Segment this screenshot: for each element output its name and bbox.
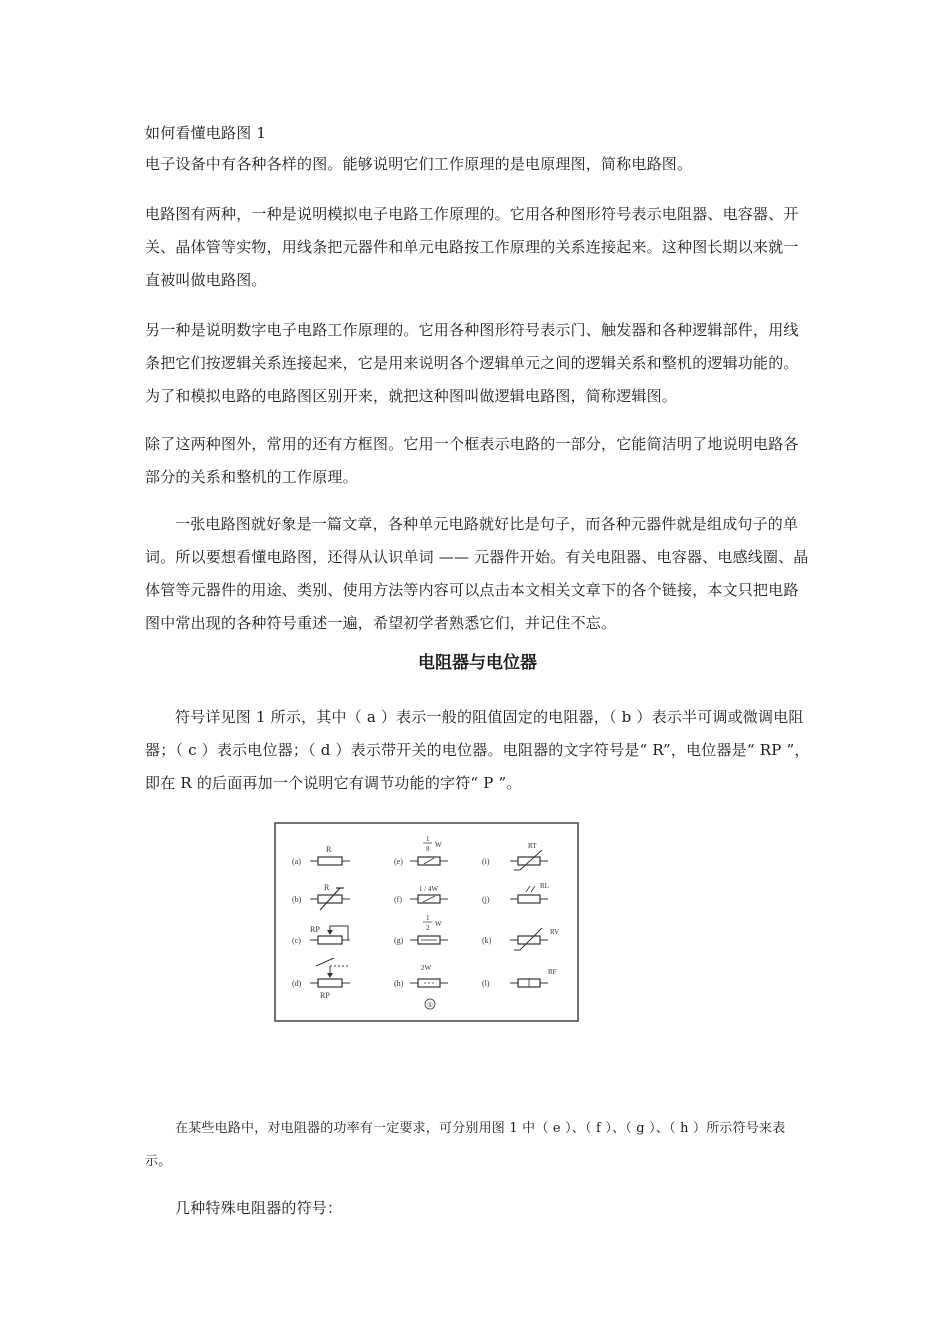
fig-label-c: (c) [292, 936, 301, 945]
fig-label-k: (k) [482, 936, 492, 945]
fig-text-g-w: W [435, 920, 442, 928]
paragraph-block-diagram: 除了这两种图外，常用的还有方框图。它用一个框表示电路的一部分，它能简洁明了地说明电路各部分的关系和整机的工作原理。 [145, 435, 799, 486]
paragraph-resistor-symbols: 符号详见图 1 所示，其中（ a ）表示一般的阻值固定的电阻器，（ b ）表示半可调或微调电阻器；（ c ）表示电位器；（ d ）表示带开关的电位器。电阻器的文字符号是“ R”，电位器是“ RP ”，即在 R 的后面再加一个说明它有调节功能的字符“ P ”。 [145, 708, 810, 792]
document-title: 如何看懂电路图 1 [145, 124, 267, 142]
fig-label-e: (e) [394, 857, 403, 866]
resistor-symbol-figure [274, 822, 579, 1022]
fig-text-r-b: R [324, 883, 330, 892]
fig-label-d: (d) [292, 979, 302, 988]
fig-label-a: (a) [292, 857, 301, 866]
fig-label-b: (b) [292, 895, 302, 904]
paragraph-analog-circuit: 电路图有两种，一种是说明模拟电子电路工作原理的。它用各种图形符号表示电阻器、电容器、开关、晶体管等实物，用线条把元器件和单元电路按工作原理的关系连接起来。这种图长期以来就一直被叫做电路图。 [145, 205, 799, 289]
paragraph-analogy: 一张电路图就好象是一篇文章，各种单元电路就好比是句子，而各种元器件就是组成句子的单词。所以要想看懂电路图，还得从认识单词 —— 元器件开始。有关电阻器、电容器、电感线圈、晶体管等元器件的用途、类别、使用方法等内容可以点击本文相关文章下的各个链接，本文只把电路图中常出现的各种符号重述一遍，希望初学者熟悉它们，并记住不忘。 [145, 515, 809, 632]
fig-label-j: (j) [482, 895, 490, 904]
fig-text-e-den: 8 [426, 845, 430, 853]
paragraph-logic-circuit: 另一种是说明数字电子电路工作原理的。它用各种图形符号表示门、触发器和各种逻辑部件，用线条把它们按逻辑关系连接起来，它是用来说明各个逻辑单元之间的逻辑关系和整机的逻辑功能的。为了和模拟电路的电路图区别开来，就把这种图叫做逻辑电路图，简称逻辑图。 [145, 321, 799, 405]
fig-label-f: (f) [394, 895, 402, 904]
fig-text-e-num: 1 [426, 835, 430, 843]
fig-text-r-a: R [326, 845, 332, 854]
fig-label-i: (i) [482, 857, 490, 866]
fig-text-rp-c: RP [310, 925, 320, 934]
section-heading-resistor: 电阻器与电位器 [418, 653, 537, 673]
fig-text-rp-d: RP [320, 991, 330, 1000]
fig-text-g-num: 1 [426, 914, 430, 922]
fig-text-f-w: 1 / 4W [419, 885, 439, 893]
fig-text-e-w: W [435, 841, 442, 849]
fig-text-rf: RF [548, 968, 557, 976]
paragraph-power-rating: 在某些电路中，对电阻器的功率有一定要求，可分别用图 1 中（ e ）、（ f ）、（ g ）、（ h ）所示符号来表示。 [145, 1121, 786, 1169]
fig-text-figure-number: ① [427, 1001, 434, 1009]
paragraph-special-resistors: 几种特殊电阻器的符号： [175, 1199, 343, 1217]
fig-label-h: (h) [394, 979, 404, 988]
fig-text-g-den: 2 [426, 924, 430, 932]
fig-text-h-w: 2W [421, 964, 432, 972]
fig-label-l: (l) [482, 979, 490, 988]
fig-label-g: (g) [394, 936, 404, 945]
fig-text-rv: RV [550, 928, 560, 936]
fig-text-rl: RL [540, 882, 549, 890]
fig-text-rt: RT [528, 842, 537, 850]
paragraph-intro: 电子设备中有各种各样的图。能够说明它们工作原理的是电原理图，简称电路图。 [145, 155, 693, 173]
